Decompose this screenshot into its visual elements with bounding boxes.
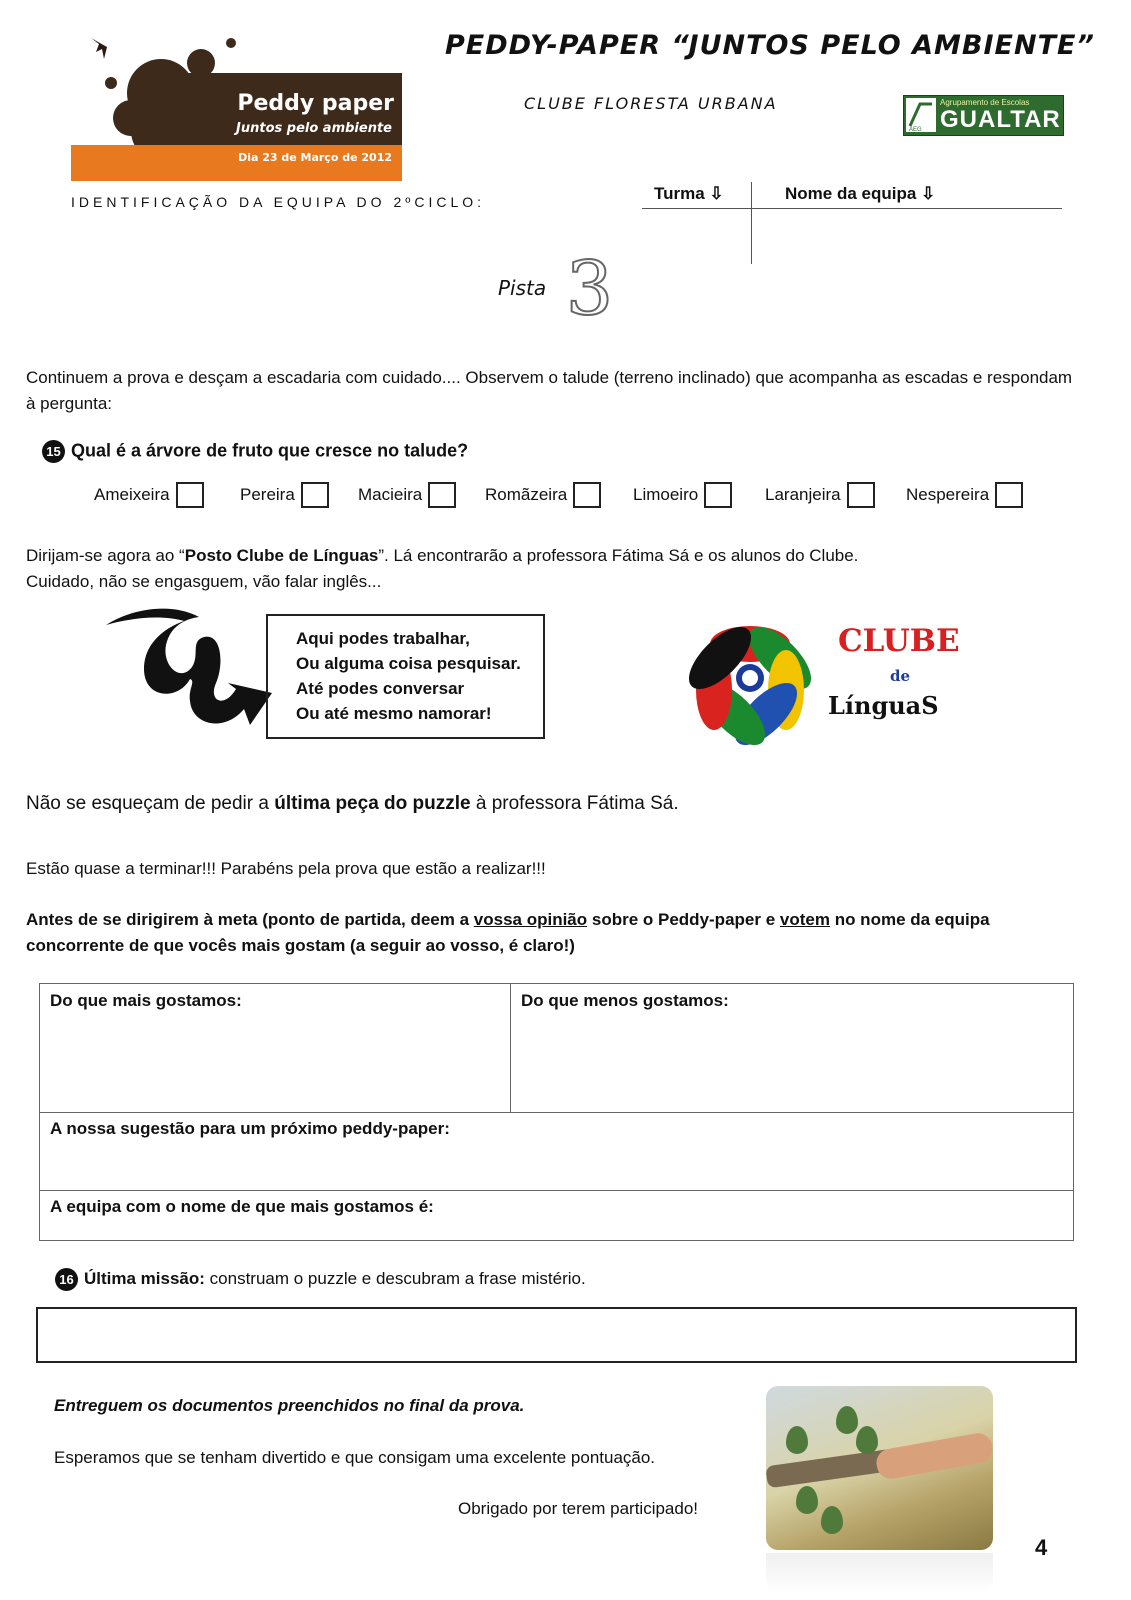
team-identification-label: IDENTIFICAÇÃO DA EQUIPA DO 2ºCICLO: bbox=[71, 194, 486, 210]
posto-name: Posto Clube de Línguas bbox=[184, 546, 379, 565]
liked-most-label: Do que mais gostamos: bbox=[50, 991, 242, 1010]
opinion-table-rule-1 bbox=[40, 1112, 1073, 1113]
team-table-rule bbox=[642, 208, 1062, 209]
good-luck-message: Esperamos que se tenham divertido e que consigam uma excelente pontuação. bbox=[54, 1448, 656, 1467]
peddy-paper-banner bbox=[71, 23, 402, 181]
clube-de-linguas-logo bbox=[678, 615, 978, 745]
option-laranjeira: Laranjeira bbox=[765, 482, 875, 508]
poem-line-4: Ou até mesmo namorar! bbox=[296, 704, 492, 723]
option-romazeira: Romãzeira bbox=[485, 482, 601, 508]
intro-paragraph: Continuem a prova e desçam a escadaria com cuidado.... Observem o talude (terreno inclinado) que acompanha as escadas e respondam à pergunta: bbox=[26, 368, 1073, 413]
opinion-table bbox=[39, 983, 1074, 1241]
poem-line-1: Aqui podes trabalhar, bbox=[296, 629, 470, 648]
banner-date: Dia 23 de Março de 2012 bbox=[238, 151, 392, 164]
checkbox-macieira[interactable] bbox=[428, 482, 456, 508]
checkbox-romazeira[interactable] bbox=[573, 482, 601, 508]
thank-you-message: Obrigado por terem participado! bbox=[458, 1499, 699, 1518]
team-table-divider bbox=[751, 182, 752, 264]
page-number: 4 bbox=[1035, 1535, 1048, 1560]
svg-text:AEG: AEG bbox=[909, 127, 922, 132]
banner-title: Peddy paper bbox=[237, 91, 394, 116]
lingua-logo-de: de bbox=[890, 667, 911, 685]
checkbox-laranjeira[interactable] bbox=[847, 482, 875, 508]
question-15 bbox=[42, 440, 468, 463]
direction-line-2: Cuidado, não se engasguem, vão falar inglês... bbox=[26, 572, 382, 591]
liked-least-label: Do que menos gostamos: bbox=[521, 991, 729, 1010]
puzzle-reminder: Não se esqueçam de pedir a última peça do puzzle à professora Fátima Sá. bbox=[26, 793, 679, 814]
pista-label: Pista bbox=[498, 276, 547, 300]
curly-arrow-icon bbox=[104, 605, 274, 735]
school-logo-name: GUALTAR bbox=[940, 106, 1061, 133]
checkbox-limoeiro[interactable] bbox=[704, 482, 732, 508]
school-logo bbox=[903, 95, 1064, 136]
favorite-team-field[interactable] bbox=[40, 1220, 1073, 1240]
school-logo-caption: Agrupamento de Escolas bbox=[940, 98, 1030, 107]
page-title: PEDDY-PAPER “JUNTOS PELO AMBIENTE” bbox=[445, 30, 1095, 61]
lingua-logo-linguas: LínguaS bbox=[828, 691, 939, 720]
team-name-column-header: Nome da equipa ⇩ bbox=[785, 184, 936, 203]
suggestion-label: A nossa sugestão para um próximo peddy-paper: bbox=[50, 1119, 450, 1138]
question-16: 16 Última missão: construam o puzzle e descubram a frase mistério. bbox=[55, 1268, 586, 1291]
question-number-badge: 16 bbox=[55, 1268, 78, 1291]
question-number-badge: 15 bbox=[42, 440, 65, 463]
checkbox-ameixeira[interactable] bbox=[176, 482, 204, 508]
handshake-branch-photo bbox=[766, 1386, 993, 1550]
option-pereira: Pereira bbox=[240, 482, 329, 508]
poem-line-2: Ou alguma coisa pesquisar. bbox=[296, 654, 521, 673]
banner-subtitle: Juntos pelo ambiente bbox=[236, 121, 392, 136]
club-name: CLUBE FLORESTA URBANA bbox=[524, 94, 778, 113]
checkbox-nespereira[interactable] bbox=[995, 482, 1023, 508]
pista-number: 3 bbox=[566, 246, 614, 332]
liked-least-field[interactable] bbox=[511, 1014, 1073, 1112]
option-ameixeira: Ameixeira bbox=[94, 482, 204, 508]
deliver-documents-note: Entreguem os documentos preenchidos no final da prova. bbox=[54, 1396, 525, 1415]
poem-box bbox=[266, 614, 545, 739]
almost-done-message: Estão quase a terminar!!! Parabéns pela prova que estão a realizar!!! bbox=[26, 859, 546, 878]
liked-most-field[interactable] bbox=[40, 1014, 510, 1112]
option-macieira: Macieira bbox=[358, 482, 456, 508]
lingua-logo-clube: CLUBE bbox=[838, 623, 960, 659]
school-logo-icon bbox=[906, 98, 936, 132]
flags-flower-icon bbox=[678, 615, 823, 745]
opinion-table-rule-2 bbox=[40, 1190, 1073, 1191]
suggestion-field[interactable] bbox=[40, 1142, 1073, 1190]
direction-paragraph: Dirijam-se agora ao “Posto Clube de Línguas”. Lá encontrarão a professora Fátima Sá e os alunos do Clube. Cuidado, não se engasguem, vão falar inglês... bbox=[26, 546, 859, 591]
opinion-instructions: Antes de se dirigirem à meta (ponto de partida, deem a vossa opinião sobre o Peddy-paper e votem no nome da equipa concorrente de que vocês mais gostam (a seguir ao vosso, é claro!) bbox=[26, 910, 990, 955]
favorite-team-label: A equipa com o nome de que mais gostamos é: bbox=[50, 1197, 434, 1216]
checkbox-pereira[interactable] bbox=[301, 482, 329, 508]
poem-line-3: Até podes conversar bbox=[296, 679, 465, 698]
photo-reflection bbox=[766, 1553, 993, 1593]
question-15-text: Qual é a árvore de fruto que cresce no talude? bbox=[71, 440, 469, 461]
option-nespereira: Nespereira bbox=[906, 482, 1023, 508]
turma-column-header: Turma ⇩ bbox=[654, 184, 724, 203]
option-limoeiro: Limoeiro bbox=[633, 482, 732, 508]
mystery-phrase-answer-box[interactable] bbox=[36, 1307, 1077, 1363]
